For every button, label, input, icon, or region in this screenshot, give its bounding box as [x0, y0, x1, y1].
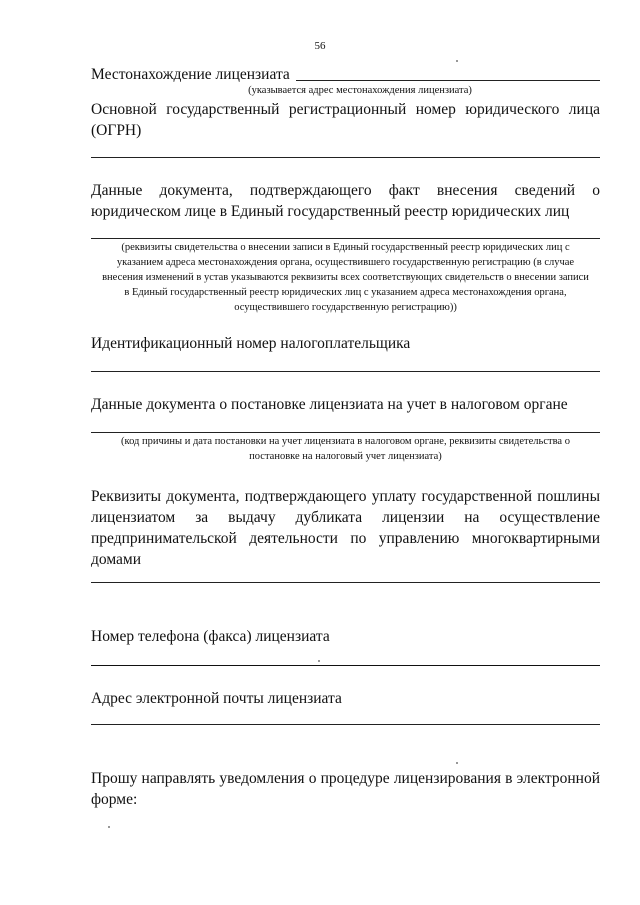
tax-registration-label: Данные документа о постановке лицензиата на учет в налоговом органе	[91, 396, 568, 413]
email-label: Адрес электронной почты лицензиата	[91, 690, 342, 707]
phone-fill-line[interactable]	[91, 665, 600, 666]
scan-speck	[108, 826, 110, 828]
ogrn-fill-line[interactable]	[91, 157, 600, 158]
state-fee-fill-line[interactable]	[91, 582, 600, 583]
state-fee-label-line4: домами	[91, 551, 142, 568]
tax-registration-hint-2: постановке на налоговый учет лицензиата)	[249, 451, 442, 462]
state-fee-label-line2: лицензиатом за выдачу дубликата лицензии на осуществление	[91, 509, 600, 526]
registry-doc-hint-4: в Единый государственный реестр юридических лиц с указанием адреса местонахождения органа,	[124, 287, 567, 298]
registry-doc-hint-5: осуществившего государственную регистрацию))	[234, 302, 457, 313]
notifications-label-line1: Прошу направлять уведомления о процедуре лицензирования в электронной	[91, 770, 600, 787]
location-label: Местонахождение лицензиата	[91, 66, 290, 83]
registry-doc-label-line2: юридическом лице в Единый государственный реестр юридических лиц	[91, 203, 570, 220]
registry-doc-hint-1: (реквизиты свидетельства о внесении записи в Единый государственный реестр юридических лиц с	[121, 242, 570, 253]
location-hint: (указывается адрес местонахождения лицензиата)	[248, 85, 472, 96]
state-fee-label-line1: Реквизиты документа, подтверждающего уплату государственной пошлины	[91, 488, 600, 505]
scan-speck	[318, 660, 320, 662]
ogrn-label-line1: Основной государственный регистрационный номер юридического лица	[91, 101, 600, 118]
registry-doc-hint-2: указанием адреса местонахождения органа, осуществившего государственную регистрацию (в случае	[116, 257, 575, 268]
phone-label: Номер телефона (факса) лицензиата	[91, 628, 330, 645]
inn-fill-line[interactable]	[91, 371, 600, 372]
scan-speck	[456, 60, 458, 62]
notifications-label-line2: форме:	[91, 791, 138, 808]
registry-doc-fill-line[interactable]	[91, 238, 600, 239]
registry-doc-hint-3: внесения изменений в устав указываются реквизиты всех соответствующих свидетельств о внесении записи	[102, 272, 589, 283]
state-fee-label-line3: предпринимательской деятельности по управлению многоквартирными	[91, 530, 600, 547]
ogrn-label-line2: (ОГРН)	[91, 122, 142, 139]
location-fill-line[interactable]	[296, 80, 600, 81]
scan-speck	[456, 762, 458, 764]
email-fill-line[interactable]	[91, 724, 600, 725]
inn-label: Идентификационный номер налогоплательщика	[91, 335, 411, 352]
tax-registration-fill-line[interactable]	[91, 432, 600, 433]
registry-doc-label-line1: Данные документа, подтверждающего факт внесения сведений о	[91, 182, 600, 199]
tax-registration-hint-1: (код причины и дата постановки на учет лицензиата в налоговом органе, реквизиты свидетельства о	[121, 436, 570, 447]
page-number: 56	[314, 40, 326, 52]
